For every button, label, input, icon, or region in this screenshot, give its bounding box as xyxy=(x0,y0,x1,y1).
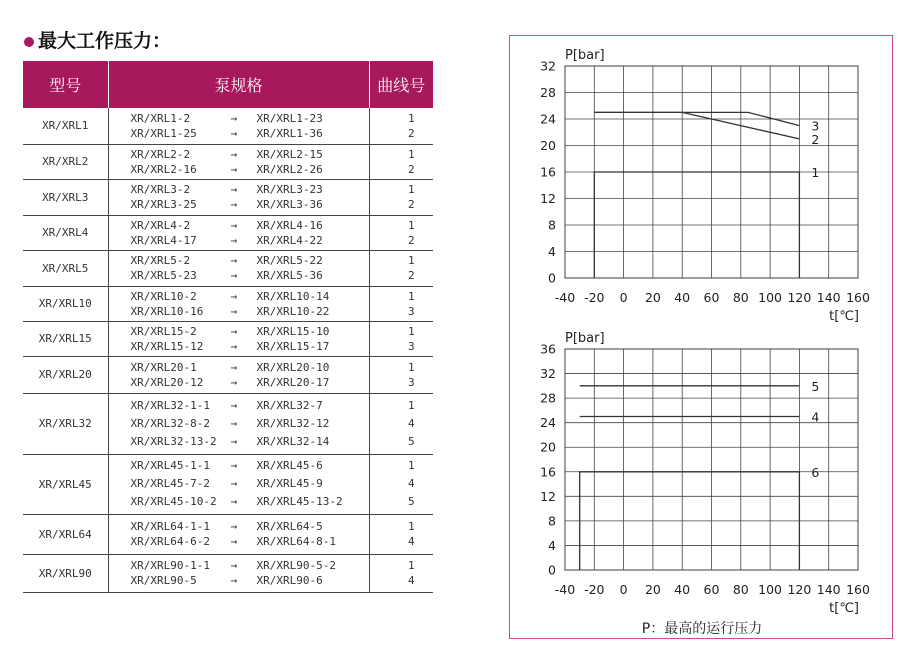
spec-to: XR/XRL5-36 xyxy=(256,269,323,282)
arrow-right-icon: → xyxy=(230,304,238,318)
curve-cell xyxy=(369,286,433,321)
arrow-right-icon: → xyxy=(230,289,238,303)
spec-from: XR/XRL10-2 xyxy=(130,289,197,303)
curve-number: 1 xyxy=(407,360,415,374)
x-tick-label: 100 xyxy=(758,582,783,597)
spec-to: XR/XRL64-8-1 xyxy=(256,535,336,548)
spec-to: XR/XRL15-10 xyxy=(256,324,330,338)
spec-from: XR/XRL45-10-2 xyxy=(130,495,217,508)
section-heading-text: 最大工作压力： xyxy=(38,30,172,52)
spec-cell xyxy=(108,250,369,286)
model-cell: XR/XRL20 xyxy=(23,356,108,393)
spec-cell xyxy=(108,356,369,393)
x-tick-label: 0 xyxy=(619,582,628,597)
spec-cell xyxy=(108,108,369,144)
spec-to: XR/XRL45-6 xyxy=(256,459,323,472)
spec-line xyxy=(131,111,369,126)
spec-line xyxy=(131,475,369,493)
spec-from: XR/XRL3-25 xyxy=(130,198,197,211)
spec-cell xyxy=(108,286,369,321)
curve-number: 2 xyxy=(407,198,415,211)
arrow-right-icon: → xyxy=(230,520,238,533)
series-label: 1 xyxy=(811,165,820,180)
series-label: 6 xyxy=(811,464,820,480)
y-tick-label: 4 xyxy=(548,244,556,259)
table-row xyxy=(23,286,433,321)
arrow-right-icon: → xyxy=(230,416,238,430)
spec-to: XR/XRL32-12 xyxy=(256,416,330,430)
x-tick-label: 160 xyxy=(846,582,870,597)
y-tick-label: 0 xyxy=(548,270,556,286)
model-cell: XR/XRL32 xyxy=(23,393,108,454)
x-tick-label: 80 xyxy=(732,290,749,305)
y-tick-label: 36 xyxy=(540,341,556,357)
spec-from: XR/XRL1-2 xyxy=(130,111,191,125)
curve-cell xyxy=(369,356,433,393)
x-tick-label: 20 xyxy=(644,290,661,305)
series-label: 3 xyxy=(811,118,820,134)
pressure-spec-table xyxy=(23,61,433,593)
spec-line xyxy=(131,339,369,354)
arrow-right-icon: → xyxy=(230,434,238,448)
model-cell: XR/XRL64 xyxy=(23,514,108,554)
arrow-right-icon: → xyxy=(230,375,238,389)
x-tick-label: 60 xyxy=(703,582,720,597)
spec-from: XR/XRL64-6-2 xyxy=(130,535,210,548)
spec-to: XR/XRL4-22 xyxy=(256,233,323,247)
spec-cell xyxy=(108,215,369,250)
spec-to: XR/XRL10-22 xyxy=(256,304,330,318)
table-row xyxy=(23,179,433,215)
y-tick-label: 28 xyxy=(540,85,556,100)
series-label: 4 xyxy=(811,409,820,425)
model-cell: XR/XRL90 xyxy=(23,554,108,592)
y-tick-label: 0 xyxy=(548,562,556,578)
arrow-right-icon: → xyxy=(230,218,238,232)
spec-line xyxy=(131,304,369,319)
curve-cell xyxy=(369,514,433,554)
y-tick-label: 12 xyxy=(540,191,556,206)
curve-cell xyxy=(369,179,433,215)
curve-cell xyxy=(369,321,433,356)
spec-from: XR/XRL3-2 xyxy=(130,183,191,196)
spec-line xyxy=(131,375,369,390)
section-heading xyxy=(24,26,171,53)
spec-from: XR/XRL90-1-1 xyxy=(130,559,210,572)
spec-to: XR/XRL90-5-2 xyxy=(256,559,336,572)
model-cell: XR/XRL4 xyxy=(23,215,108,250)
y-tick-label: 20 xyxy=(540,138,556,153)
spec-to: XR/XRL2-26 xyxy=(256,162,323,176)
spec-to: XR/XRL10-14 xyxy=(256,289,330,303)
arrow-right-icon: → xyxy=(230,183,238,196)
spec-from: XR/XRL4-2 xyxy=(130,218,191,232)
spec-to: XR/XRL32-7 xyxy=(256,398,323,412)
arrow-right-icon: → xyxy=(230,360,238,374)
model-cell: XR/XRL2 xyxy=(23,144,108,179)
spec-line xyxy=(131,397,369,415)
curve-number: 1 xyxy=(407,459,415,472)
arrow-right-icon: → xyxy=(230,339,238,353)
header-curve: 曲线号 xyxy=(369,61,433,108)
curve-number: 3 xyxy=(407,339,415,353)
curve-number: 1 xyxy=(407,254,415,267)
y-tick-label: 24 xyxy=(540,111,556,127)
curve-number: 4 xyxy=(407,535,415,548)
spec-from: XR/XRL2-16 xyxy=(130,162,197,176)
x-tick-label: -20 xyxy=(584,290,605,305)
chart-caption: P：最高的运行压力 xyxy=(641,621,763,637)
model-cell: XR/XRL10 xyxy=(23,286,108,321)
arrow-right-icon: → xyxy=(230,559,238,572)
arrow-right-icon: → xyxy=(230,398,238,412)
curve-number: 5 xyxy=(407,434,415,448)
model-cell: XR/XRL1 xyxy=(23,108,108,144)
x-tick-label: 140 xyxy=(816,290,841,305)
arrow-right-icon: → xyxy=(230,254,238,267)
curve-number: 1 xyxy=(407,559,415,572)
spec-from: XR/XRL4-17 xyxy=(130,233,197,247)
y-tick-label: 32 xyxy=(540,58,556,74)
table-row xyxy=(23,250,433,286)
y-tick-label: 12 xyxy=(540,488,556,504)
x-tick-label: 60 xyxy=(703,290,720,305)
curve-number: 3 xyxy=(407,375,415,389)
series-label: 5 xyxy=(811,378,820,394)
x-tick-label: 40 xyxy=(674,582,691,597)
spec-from: XR/XRL2-2 xyxy=(130,147,191,161)
table-row xyxy=(23,514,433,554)
arrow-right-icon: → xyxy=(230,111,238,125)
y-axis-label: P[bar] xyxy=(565,48,605,63)
arrow-right-icon: → xyxy=(230,147,238,161)
curve-number: 2 xyxy=(407,162,415,176)
spec-from: XR/XRL45-7-2 xyxy=(130,477,210,490)
spec-line xyxy=(131,519,369,534)
y-tick-label: 28 xyxy=(540,390,556,406)
pressure-charts xyxy=(510,36,894,640)
spec-cell xyxy=(108,321,369,356)
model-cell: XR/XRL45 xyxy=(23,454,108,514)
curve-number: 2 xyxy=(407,233,415,247)
spec-from: XR/XRL15-2 xyxy=(130,324,197,338)
spec-cell xyxy=(108,144,369,179)
y-tick-label: 8 xyxy=(548,513,556,529)
spec-line xyxy=(131,493,369,511)
spec-to: XR/XRL5-22 xyxy=(256,254,323,267)
x-tick-label: 80 xyxy=(732,582,749,597)
table-row xyxy=(23,356,433,393)
curve-number: 1 xyxy=(407,147,415,161)
curve-number: 1 xyxy=(407,398,415,412)
spec-from: XR/XRL20-12 xyxy=(130,375,204,389)
x-tick-label: 40 xyxy=(674,290,691,305)
spec-from: XR/XRL15-12 xyxy=(130,339,204,353)
x-tick-label: -20 xyxy=(584,582,605,597)
spec-to: XR/XRL4-16 xyxy=(256,218,323,232)
y-tick-label: 16 xyxy=(540,164,556,180)
y-tick-label: 4 xyxy=(548,537,556,553)
x-tick-label: 140 xyxy=(816,582,841,597)
spec-from: XR/XRL64-1-1 xyxy=(130,520,210,533)
spec-from: XR/XRL90-5 xyxy=(130,574,197,587)
header-model: 型号 xyxy=(23,61,108,108)
curve-cell xyxy=(369,215,433,250)
curve-number: 4 xyxy=(407,416,415,430)
spec-from: XR/XRL32-1-1 xyxy=(130,398,210,412)
arrow-right-icon: → xyxy=(230,495,238,508)
arrow-right-icon: → xyxy=(230,459,238,472)
x-axis-label: t[℃] xyxy=(829,309,859,324)
spec-cell xyxy=(108,179,369,215)
curve-cell xyxy=(369,554,433,592)
table-row xyxy=(23,454,433,514)
curve-number: 1 xyxy=(407,111,415,125)
series-label: 2 xyxy=(811,131,820,147)
spec-to: XR/XRL1-36 xyxy=(256,126,323,140)
spec-to: XR/XRL3-23 xyxy=(256,183,323,196)
x-tick-label: -40 xyxy=(554,290,576,305)
spec-line xyxy=(131,324,369,339)
spec-line xyxy=(131,197,369,212)
model-cell: XR/XRL3 xyxy=(23,179,108,215)
arrow-right-icon: → xyxy=(230,198,238,211)
spec-to: XR/XRL20-17 xyxy=(256,375,330,389)
header-spec: 泵规格 xyxy=(108,61,369,108)
spec-to: XR/XRL64-5 xyxy=(256,520,323,533)
curve-cell xyxy=(369,108,433,144)
spec-to: XR/XRL90-6 xyxy=(256,574,323,587)
spec-from: XR/XRL10-16 xyxy=(130,304,204,318)
spec-cell xyxy=(108,454,369,514)
curve-number: 1 xyxy=(407,289,415,303)
x-axis-label: t[℃] xyxy=(829,601,859,616)
curve-cell xyxy=(369,454,433,514)
table-row xyxy=(23,215,433,250)
spec-from: XR/XRL5-23 xyxy=(130,269,197,282)
arrow-right-icon: → xyxy=(230,269,238,282)
arrow-right-icon: → xyxy=(230,233,238,247)
x-tick-label: -40 xyxy=(554,582,576,597)
y-tick-label: 32 xyxy=(540,366,556,382)
chart-panel xyxy=(509,35,893,639)
table-row xyxy=(23,393,433,454)
spec-to: XR/XRL2-15 xyxy=(256,147,323,161)
spec-line xyxy=(131,289,369,304)
spec-to: XR/XRL20-10 xyxy=(256,360,330,374)
curve-number: 1 xyxy=(407,324,415,338)
curve-number: 1 xyxy=(407,183,415,196)
arrow-right-icon: → xyxy=(230,162,238,176)
spec-to: XR/XRL1-23 xyxy=(256,111,323,125)
x-tick-label: 20 xyxy=(644,582,661,597)
spec-from: XR/XRL45-1-1 xyxy=(130,459,210,472)
spec-to: XR/XRL45-13-2 xyxy=(256,495,343,508)
spec-from: XR/XRL20-1 xyxy=(130,360,197,374)
spec-line xyxy=(131,573,369,588)
curve-number: 5 xyxy=(407,495,415,508)
curve-cell xyxy=(369,393,433,454)
curve-number: 1 xyxy=(407,218,415,232)
y-tick-label: 8 xyxy=(548,217,556,233)
curve-number: 1 xyxy=(407,520,415,533)
curve-number: 4 xyxy=(407,574,415,587)
table-header-row xyxy=(23,61,433,108)
spec-line xyxy=(131,233,369,248)
spec-to: XR/XRL3-36 xyxy=(256,198,323,211)
y-tick-label: 24 xyxy=(540,415,556,431)
arrow-right-icon: → xyxy=(230,535,238,548)
spec-to: XR/XRL15-17 xyxy=(256,339,330,353)
spec-line xyxy=(131,268,369,283)
curve-cell xyxy=(369,144,433,179)
x-tick-label: 100 xyxy=(758,290,783,305)
spec-from: XR/XRL32-13-2 xyxy=(130,434,217,448)
spec-line xyxy=(131,182,369,197)
arrow-right-icon: → xyxy=(230,324,238,338)
x-tick-label: 0 xyxy=(619,290,628,305)
x-tick-label: 120 xyxy=(787,582,812,597)
curve-number: 3 xyxy=(407,304,415,318)
model-cell: XR/XRL5 xyxy=(23,250,108,286)
arrow-right-icon: → xyxy=(230,574,238,587)
x-tick-label: 120 xyxy=(787,290,812,305)
bullet-icon xyxy=(24,37,34,47)
spec-line xyxy=(131,253,369,268)
y-axis-label: P[bar] xyxy=(565,331,605,346)
spec-to: XR/XRL45-9 xyxy=(256,477,323,490)
x-tick-label: 160 xyxy=(846,290,870,305)
table-row xyxy=(23,144,433,179)
spec-cell xyxy=(108,514,369,554)
spec-to: XR/XRL32-14 xyxy=(256,434,330,448)
arrow-right-icon: → xyxy=(230,126,238,140)
spec-line xyxy=(131,147,369,162)
spec-line xyxy=(131,415,369,433)
spec-from: XR/XRL5-2 xyxy=(130,254,191,267)
spec-from: XR/XRL1-25 xyxy=(130,126,197,140)
spec-line xyxy=(131,162,369,177)
y-tick-label: 16 xyxy=(540,464,556,480)
spec-line xyxy=(131,558,369,573)
spec-line xyxy=(131,457,369,475)
spec-cell xyxy=(108,393,369,454)
curve-number: 4 xyxy=(407,477,415,490)
table-row xyxy=(23,108,433,144)
spec-from: XR/XRL32-8-2 xyxy=(130,416,210,430)
spec-line xyxy=(131,534,369,549)
table-row xyxy=(23,321,433,356)
spec-cell xyxy=(108,554,369,592)
curve-cell xyxy=(369,250,433,286)
spec-line xyxy=(131,433,369,451)
y-tick-label: 20 xyxy=(540,439,556,455)
table-row xyxy=(23,554,433,592)
curve-number: 2 xyxy=(407,126,415,140)
spec-line xyxy=(131,126,369,141)
arrow-right-icon: → xyxy=(230,477,238,490)
model-cell: XR/XRL15 xyxy=(23,321,108,356)
curve-number: 2 xyxy=(407,269,415,282)
spec-line xyxy=(131,360,369,375)
spec-line xyxy=(131,218,369,233)
